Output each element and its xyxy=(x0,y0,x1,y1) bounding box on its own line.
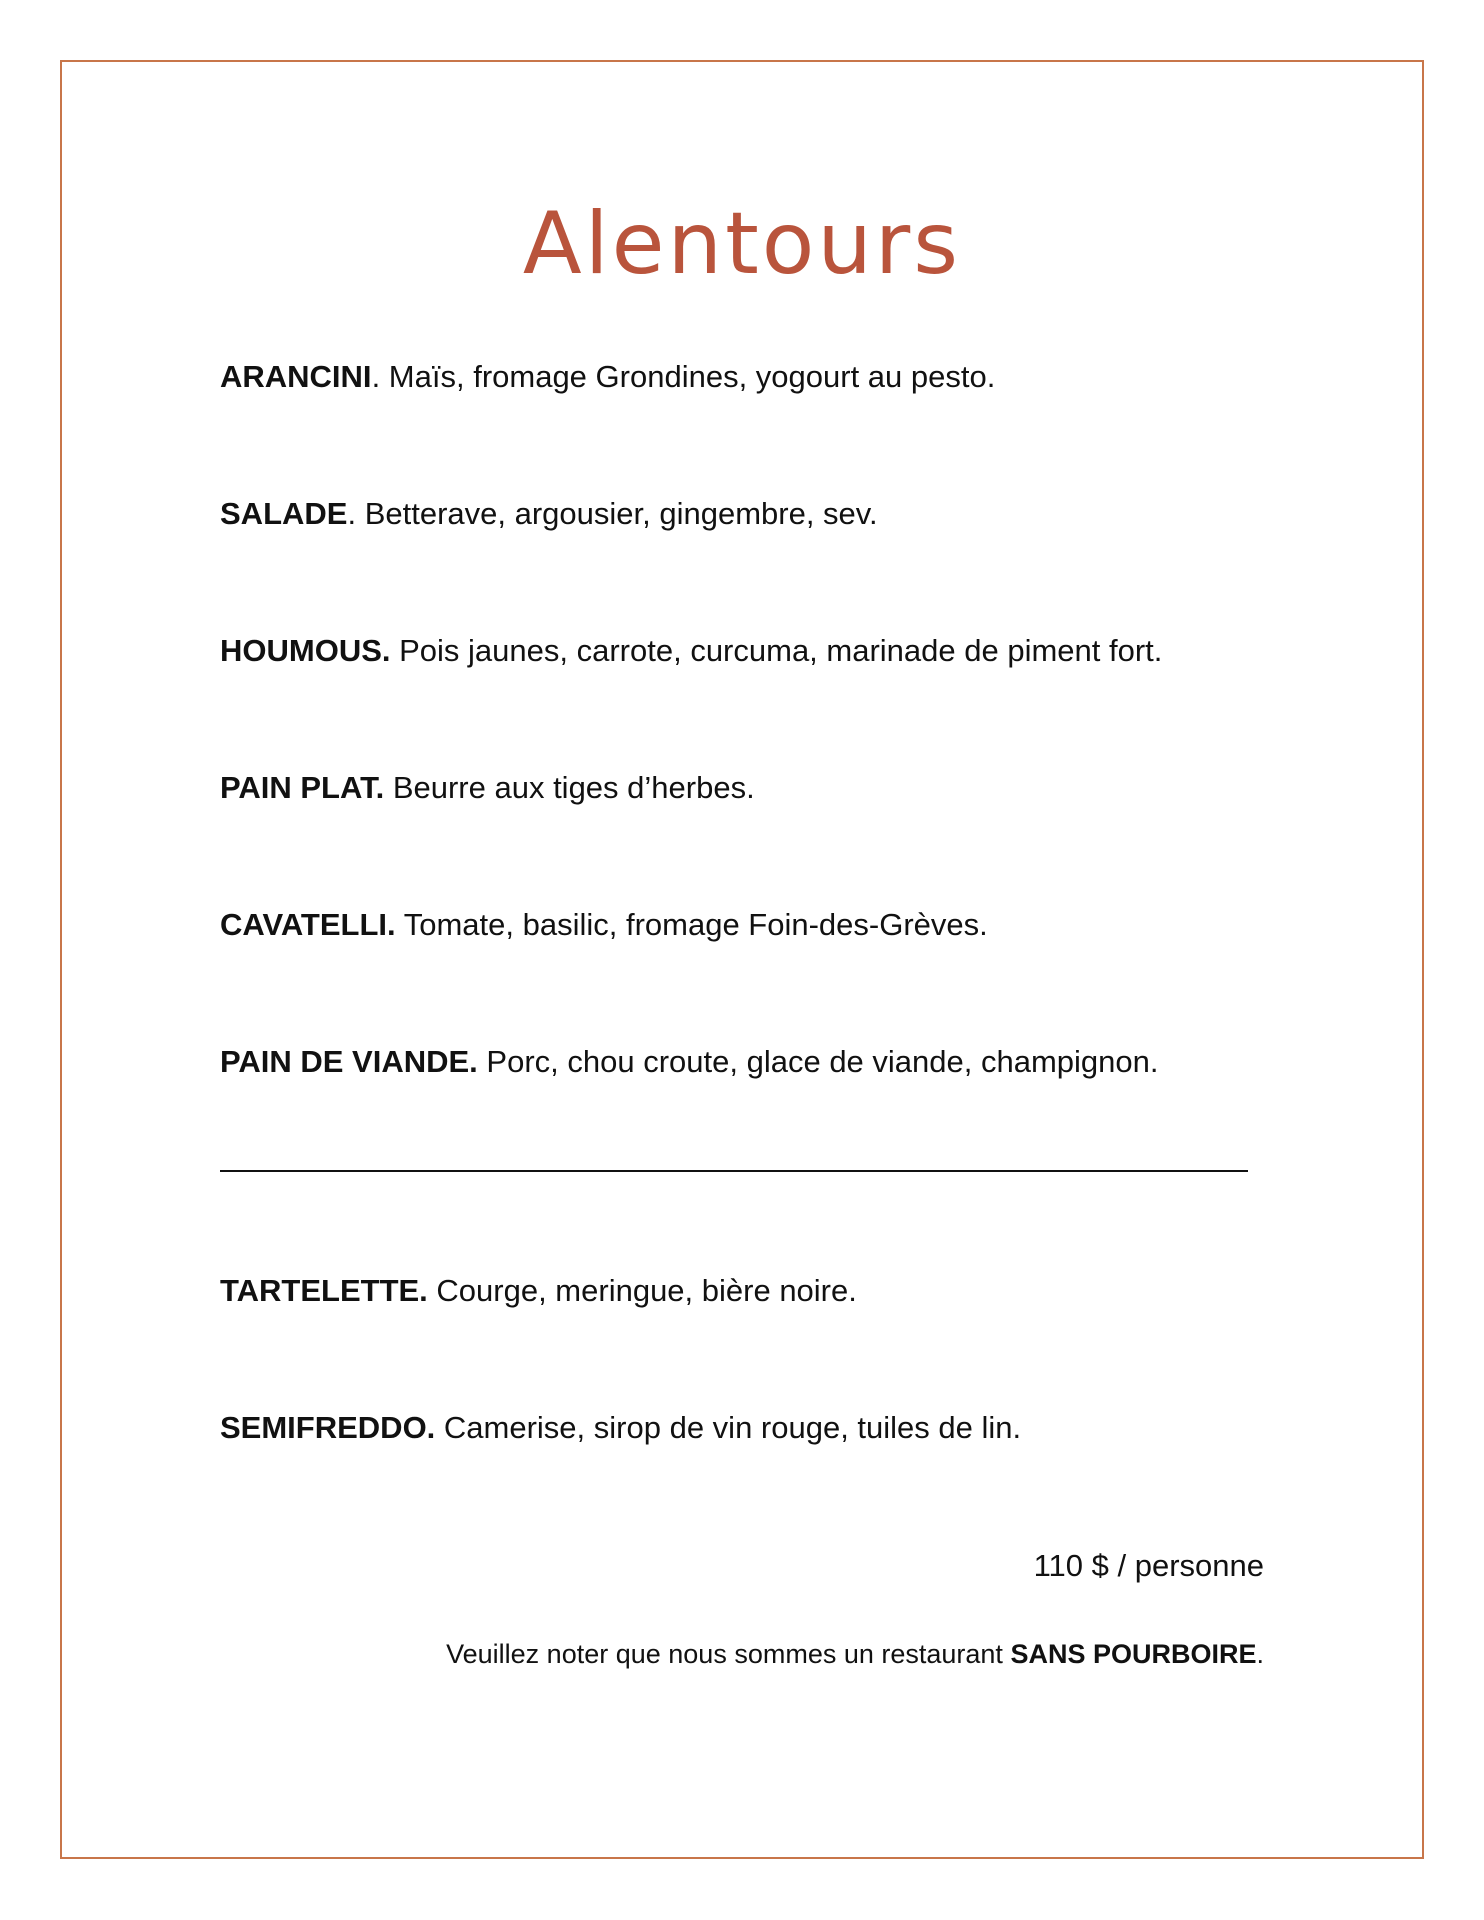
menu-item-houmous xyxy=(220,631,1162,671)
price-per-person: 110 $ / personne xyxy=(1033,1548,1264,1583)
dish-description: Pois jaunes, carrote, curcuma, marinade de piment fort. xyxy=(390,633,1163,668)
menu-item-salade xyxy=(220,494,878,534)
section-divider xyxy=(220,1170,1248,1172)
menu-item-tartelette xyxy=(220,1271,857,1311)
dish-description: Betterave, argousier, gingembre, sev. xyxy=(356,496,878,531)
menu-item-pain-plat xyxy=(220,768,755,808)
dish-name: ARANCINI xyxy=(220,359,372,394)
dish-punct: . xyxy=(347,496,357,531)
tipping-note xyxy=(446,1636,1264,1672)
menu-item-arancini xyxy=(220,357,995,397)
dish-name: TARTELETTE. xyxy=(220,1273,428,1308)
dish-description: Beurre aux tiges d’herbes. xyxy=(384,770,755,805)
menu-item-cavatelli xyxy=(220,905,988,945)
dish-description: Maïs, fromage Grondines, yogourt au pesto. xyxy=(380,359,996,394)
dish-description: Camerise, sirop de vin rouge, tuiles de lin. xyxy=(435,1410,1022,1445)
note-prefix: Veuillez noter que nous sommes un restaurant xyxy=(446,1639,1011,1669)
dish-name: SALADE xyxy=(220,496,348,531)
menu-frame xyxy=(60,60,1424,1859)
dish-name: CAVATELLI. xyxy=(220,907,396,942)
menu-item-pain-de-viande xyxy=(220,1042,1159,1082)
menu-title: Alentours xyxy=(522,194,962,276)
dish-description: Tomate, basilic, fromage Foin-des-Grèves. xyxy=(395,907,988,942)
dish-name: SEMIFREDDO. xyxy=(220,1410,436,1445)
dish-description: Porc, chou croute, glace de viande, champignon. xyxy=(477,1044,1159,1079)
dish-name: PAIN PLAT. xyxy=(220,770,385,805)
note-emphasis: SANS POURBOIRE xyxy=(1010,1639,1257,1669)
dish-punct: . xyxy=(371,359,381,394)
note-suffix: . xyxy=(1256,1639,1264,1669)
menu-item-semifreddo xyxy=(220,1408,1021,1448)
dish-name: HOUMOUS. xyxy=(220,633,391,668)
dish-description: Courge, meringue, bière noire. xyxy=(427,1273,857,1308)
dish-name: PAIN DE VIANDE. xyxy=(220,1044,478,1079)
